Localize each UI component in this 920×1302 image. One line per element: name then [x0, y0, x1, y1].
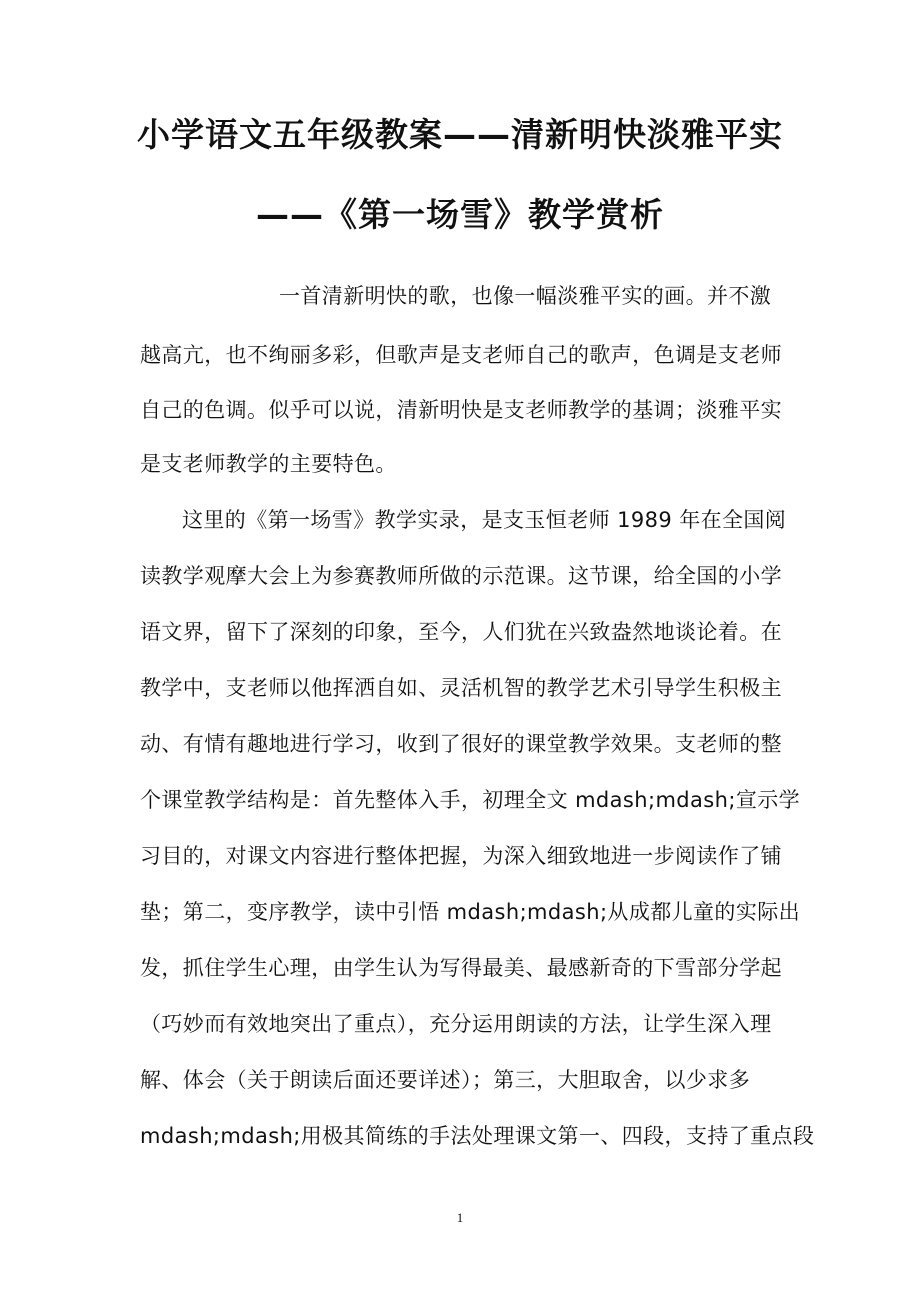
paragraph-2-line-6: 个课堂教学结构是：首先整体入手，初理全文 mdash;mdash;宣示学 [140, 788, 801, 812]
document-title-line-2: ——《第一场雪》教学赏析 [256, 195, 664, 234]
paragraph-2-line-12: mdash;mdash;用极其简练的手法处理课文第一、四段，支持了重点段 [140, 1124, 815, 1148]
paragraph-2-line-4: 教学中，支老师以他挥洒自如、灵活机智的教学艺术引导学生积极主 [140, 676, 782, 700]
paragraph-2-line-7: 习目的，对课文内容进行整体把握，为深入细致地进一步阅读作了铺 [140, 844, 782, 868]
paragraph-2-line-10: （巧妙而有效地突出了重点），充分运用朗读的方法，让学生深入理 [140, 1012, 772, 1036]
paragraph-2-line-9: 发，抓住学生心理，由学生认为写得最美、最感新奇的下雪部分学起 [140, 956, 782, 980]
paragraph-2-line-5: 动、有情有趣地进行学习，收到了很好的课堂教学效果。支老师的整 [140, 732, 782, 756]
paragraph-2-line-11: 解、体会（关于朗读后面还要详述）；第三，大胆取舍，以少求多 [140, 1068, 751, 1092]
paragraph-1-line-3: 自己的色调。似乎可以说，清新明快是支老师教学的基调；淡雅平实 [140, 398, 782, 422]
paragraph-2-line-2: 读教学观摩大会上为参赛教师所做的示范课。这节课，给全国的小学 [140, 564, 782, 588]
paragraph-1-line-4: 是支老师教学的主要特色。 [140, 452, 397, 476]
paragraph-2-line-1: 这里的《第一场雪》教学实录，是支玉恒老师 1989 年在全国阅 [182, 508, 787, 532]
paragraph-2-line-3: 语文界，留下了深刻的印象，至今，人们犹在兴致盎然地谈论着。在 [140, 620, 782, 644]
paragraph-2-line-8: 垫；第二，变序教学，读中引悟 mdash;mdash;从成都儿童的实际出 [140, 900, 801, 924]
document-title-line-1: 小学语文五年级教案——清新明快淡雅平实 [137, 115, 783, 154]
paragraph-1-line-2: 越高亢，也不绚丽多彩，但歌声是支老师自己的歌声，色调是支老师 [140, 343, 782, 367]
paragraph-1-line-1: 一首清新明快的歌，也像一幅淡雅平实的画。并不激 [279, 284, 772, 308]
page-number: 1 [456, 1210, 464, 1225]
